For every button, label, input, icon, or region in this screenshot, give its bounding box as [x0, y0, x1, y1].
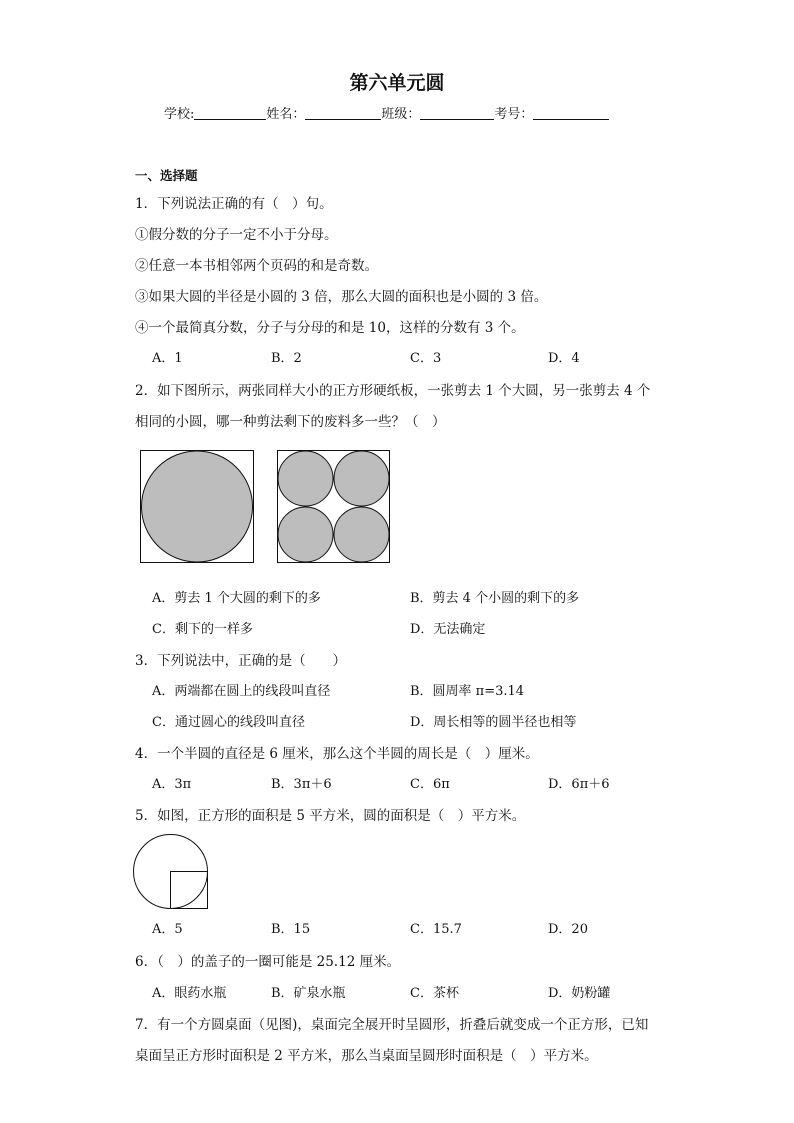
- q2-option-c[interactable]: C．剩下的一样多: [152, 622, 253, 637]
- q6-option-b[interactable]: B．矿泉水瓶: [271, 986, 346, 1001]
- q1-option-a[interactable]: A．1: [152, 351, 183, 366]
- q5-option-c[interactable]: C．15.7: [410, 922, 462, 937]
- q1-option-b[interactable]: B．2: [271, 351, 302, 366]
- small-circle: [334, 507, 389, 562]
- small-circle: [334, 451, 389, 506]
- q6-option-d[interactable]: D．奶粉罐: [548, 986, 611, 1001]
- large-circle: [142, 451, 253, 562]
- q4-option-a[interactable]: A．3π: [152, 777, 192, 792]
- name-label: 姓名：: [266, 107, 306, 122]
- q7-stem-line2: 桌面呈正方形时面积是 2 平方米，那么当桌面呈圆形时面积是（ ）平方米。: [135, 1048, 598, 1064]
- q7-stem-line1: 7．有一个方圆桌面（见图)，桌面完全展开时呈圆形，折叠后就变成一个正方形，已知: [135, 1017, 649, 1033]
- q3-option-c[interactable]: C．通过圆心的线段叫直径: [152, 715, 305, 730]
- q4-option-b[interactable]: B．3π＋6: [271, 777, 332, 792]
- q2-stem-line2: 相同的小圆，哪一种剪法剩下的废料多一些？（ ）: [135, 414, 446, 430]
- q3-option-a[interactable]: A．两端都在圆上的线段叫直径: [152, 684, 331, 699]
- q1-statement-4: ④一个最简真分数，分子与分母的和是 10，这样的分数有 3 个。: [135, 320, 525, 336]
- q4-option-c[interactable]: C．6π: [410, 777, 450, 792]
- q2-stem-line1: 2．如下图所示，两张同样大小的正方形硬纸板，一张剪去 1 个大圆，另一张剪去 4 个: [135, 383, 651, 399]
- q5-option-a[interactable]: A．5: [152, 922, 183, 937]
- q1-stem: 1．下列说法正确的有（ ）句。: [135, 196, 333, 212]
- page-title: 第六单元圆: [349, 72, 445, 94]
- q6-stem: 6．（ ）的盖子的一圈可能是 25.12 厘米。: [135, 954, 401, 970]
- q4-option-d[interactable]: D．6π＋6: [548, 777, 610, 792]
- figure-four-small-circles: [277, 450, 391, 564]
- small-circle: [278, 507, 333, 562]
- section-title: 一、选择题: [135, 168, 198, 183]
- school-label: 学校:: [164, 107, 195, 122]
- q6-option-c[interactable]: C．茶杯: [410, 986, 459, 1001]
- q5-option-d[interactable]: D．20: [548, 922, 588, 937]
- q1-statement-3: ③如果大圆的半径是小圆的 3 倍，那么大圆的面积也是小圆的 3 倍。: [135, 289, 548, 305]
- square: [171, 872, 208, 909]
- exam-no-label: 考号：: [494, 107, 534, 122]
- q5-stem: 5．如图，正方形的面积是 5 平方米，圆的面积是（ ）平方米。: [135, 808, 526, 824]
- q3-stem: 3．下列说法中，正确的是（ ）: [135, 653, 347, 669]
- small-circle: [278, 451, 333, 506]
- q3-option-b[interactable]: B．圆周率 π=3.14: [410, 684, 525, 699]
- name-blank[interactable]: [305, 105, 381, 120]
- figure-one-large-circle: [140, 450, 256, 564]
- q1-option-d[interactable]: D．4: [548, 351, 580, 366]
- exam-no-blank[interactable]: [533, 105, 609, 120]
- q1-option-c[interactable]: C．3: [410, 351, 442, 366]
- q2-option-a[interactable]: A．剪去 1 个大圆的剩下的多: [152, 591, 321, 606]
- student-info-line: [164, 103, 609, 122]
- q6-option-a[interactable]: A．眼药水瓶: [152, 986, 227, 1001]
- q2-option-b[interactable]: B．剪去 4 个小圆的剩下的多: [410, 591, 580, 606]
- q3-option-d[interactable]: D．周长相等的圆半径也相等: [410, 715, 577, 730]
- q4-stem: 4．一个半圆的直径是 6 厘米，那么这个半圆的周长是（ ）厘米。: [135, 746, 539, 762]
- school-blank[interactable]: [194, 105, 266, 120]
- q1-statement-2: ②任意一本书相邻两个页码的和是奇数。: [135, 258, 378, 274]
- q2-option-d[interactable]: D．无法确定: [410, 622, 486, 637]
- class-blank[interactable]: [420, 105, 494, 120]
- figure-circle-square: [133, 833, 211, 911]
- class-label: 班级：: [381, 107, 421, 122]
- q5-option-b[interactable]: B．15: [271, 922, 311, 937]
- q1-statement-1: ①假分数的分子一定不小于分母。: [135, 227, 338, 243]
